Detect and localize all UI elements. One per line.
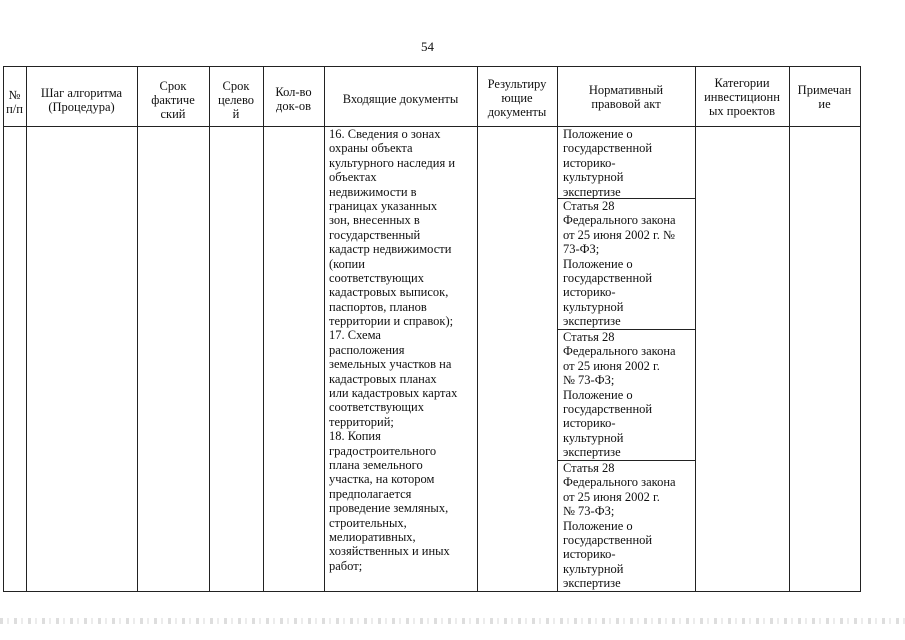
incoming-document-line: плана земельного — [329, 457, 423, 472]
incoming-document-line: кадастровых выписок, — [329, 285, 449, 300]
normative-act-line: экспертизе — [563, 184, 621, 199]
normative-act-line: экспертизе — [563, 314, 621, 329]
header-line: Входящие документы — [342, 92, 459, 106]
incoming-document-line: паспортов, планов — [329, 299, 427, 314]
incoming-document-line: государственный — [329, 227, 421, 242]
normative-act-line: от 25 июня 2002 г. — [563, 358, 660, 373]
normative-act-line: историко- — [563, 285, 616, 300]
incoming-document-line: 18. Копия — [329, 429, 381, 444]
normative-act-cell — [563, 199, 676, 329]
header-line: документы — [487, 105, 547, 119]
incoming-document-line: земельных участков на — [329, 357, 452, 372]
header-line: (Процедура) — [48, 100, 115, 114]
incoming-document-line: соответствующих — [329, 270, 424, 285]
incoming-document-line: территорий; — [329, 414, 394, 429]
normative-act-line: Положение о — [563, 387, 633, 402]
normative-act-line: № 73-ФЗ; — [563, 373, 615, 388]
header-target-term — [209, 79, 263, 121]
normative-act-line: культурной — [563, 170, 624, 185]
header-normative — [557, 83, 695, 111]
header-categories — [695, 76, 789, 118]
normative-act-line: Статья 28 — [563, 199, 615, 213]
header-line: Шаг алгоритма — [40, 86, 123, 100]
header-line: Категории — [714, 76, 770, 90]
normative-act-line: Федерального закона — [563, 344, 676, 359]
normative-act-line: Статья 28 — [563, 330, 615, 344]
header-num — [3, 88, 26, 116]
incoming-document-line: территории и справок); — [329, 314, 454, 329]
normative-act-line: государственной — [563, 270, 653, 285]
normative-act-line: от 25 июня 2002 г. — [563, 489, 660, 504]
normative-act-line: историко- — [563, 155, 616, 170]
incoming-document-line: расположения — [329, 342, 405, 357]
header-line: инвестиционн — [704, 90, 780, 104]
incoming-document-line: 17. Схема — [329, 328, 381, 343]
incoming-document-line: зон, внесенных в — [329, 213, 420, 228]
header-line: фактиче — [151, 93, 195, 107]
normative-act-line: экспертизе — [563, 445, 621, 460]
header-line: ющие — [501, 91, 533, 105]
normative-act-line: историко- — [563, 416, 616, 431]
incoming-document-line: градостроительного — [329, 443, 437, 458]
normative-act-line: государственной — [563, 401, 653, 416]
incoming-document-line: (копии — [329, 256, 365, 271]
header-line: № — [8, 88, 21, 102]
normative-act-line: 73-ФЗ; — [563, 242, 600, 257]
page-number: 54 — [421, 39, 434, 54]
incoming-document-line: соответствующих — [329, 400, 424, 415]
header-line: й — [232, 107, 240, 121]
normative-act-line: государственной — [563, 532, 653, 547]
normative-act-line: от 25 июня 2002 г. № — [563, 227, 675, 242]
header-line: Кол-во — [275, 85, 312, 99]
normative-act-line: историко- — [563, 547, 616, 562]
header-line: Нормативный — [588, 83, 664, 97]
normative-act-line: Федерального закона — [563, 213, 676, 228]
header-step — [26, 86, 137, 114]
incoming-document-line: предполагается — [329, 486, 412, 501]
normative-act-line: Статья 28 — [563, 461, 615, 475]
header-line: п/п — [6, 102, 23, 116]
header-doc-count — [263, 85, 324, 113]
incoming-document-line: участка, на котором — [329, 472, 435, 487]
header-resulting — [477, 77, 557, 119]
header-line: Примечан — [797, 83, 852, 97]
incoming-document-line: границах указанных — [329, 198, 438, 213]
normative-act-cell — [563, 461, 676, 591]
header-line: ых проектов — [708, 104, 776, 118]
incoming-document-line: кадастр недвижимости — [329, 242, 452, 257]
incoming-document-line: работ; — [329, 558, 363, 573]
incoming-document-line: кадастровых планах — [329, 371, 437, 386]
incoming-document-line: охраны объекта — [329, 141, 413, 156]
scan-artifact — [0, 618, 905, 624]
incoming-document-line: мелиоративных, — [329, 529, 416, 544]
header-actual-term — [137, 79, 209, 121]
normative-act-line: Федерального закона — [563, 475, 676, 490]
normative-act-line: Положение о — [563, 127, 633, 141]
header-incoming — [324, 92, 477, 106]
header-notes — [789, 83, 860, 111]
header-line: Срок — [159, 79, 187, 93]
incoming-documents-cell — [329, 127, 457, 573]
header-line: правовой акт — [591, 97, 661, 111]
incoming-document-line: проведение земляных, — [329, 501, 449, 516]
normative-act-line: Положение о — [563, 518, 633, 533]
normative-act-cell — [563, 330, 676, 460]
normative-act-line: экспертизе — [563, 576, 621, 591]
incoming-document-line: или кадастровых картах — [329, 386, 458, 401]
incoming-document-line: объектах — [329, 170, 377, 185]
normative-act-cell — [563, 127, 652, 199]
header-line: Результиру — [487, 77, 547, 91]
header-line: Срок — [222, 79, 250, 93]
incoming-document-line: недвижимости в — [329, 184, 417, 199]
header-line: ие — [818, 97, 831, 111]
normative-act-line: культурной — [563, 430, 624, 445]
incoming-document-line: 16. Сведения о зонах — [329, 127, 441, 141]
incoming-document-line: культурного наследия и — [329, 155, 456, 170]
incoming-document-line: хозяйственных и иных — [329, 544, 450, 559]
normative-act-line: № 73-ФЗ; — [563, 504, 615, 519]
header-line: ский — [160, 107, 186, 121]
header-line: целево — [217, 93, 255, 107]
normative-act-line: Положение о — [563, 256, 633, 271]
header-line: док-ов — [276, 99, 311, 113]
normative-act-line: государственной — [563, 141, 653, 156]
normative-act-line: культурной — [563, 299, 624, 314]
incoming-document-line: строительных, — [329, 515, 407, 530]
normative-act-line: культурной — [563, 561, 624, 576]
